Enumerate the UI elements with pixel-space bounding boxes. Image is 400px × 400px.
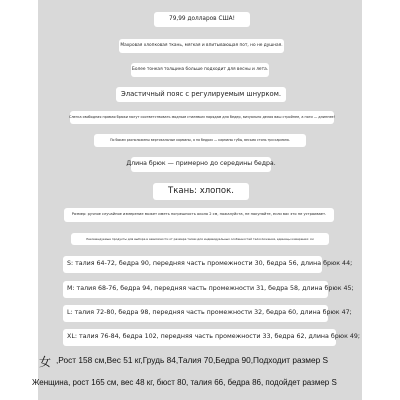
recommend-line: Рекомендуемые продукты для выбора в зависимости от размера талии для индивидуальных особенностей телосложения, единицы измерения: см xyxy=(71,233,329,245)
style-line: Слегка свободная прямая брюки могут соответствовать модным стилевым нарядам для бедер, визуально делая ваш стройнее, а ноги — длиннее! xyxy=(70,111,334,124)
model-1-line: ,Рост 158 см,Вес 51 кг,Грудь 84,Талия 70,Бедра 90,Подходит размер S xyxy=(56,355,329,365)
size-m-line: M: талия 68-76, бедра 94, передняя часть промежности 31, бедра 58, длина брюк 45; xyxy=(63,281,328,298)
female-icon: 女 xyxy=(38,355,51,369)
thickness-line: Более тонкая толщина больше подходит для весны и лета. xyxy=(131,63,269,77)
fabric-type-line: Ткань: хлопок. xyxy=(153,183,249,200)
pockets-line: По бокам расположены вертикальные карманы, а на бедрах — карманы губы, весьма стиль три кармана. xyxy=(94,134,306,147)
length-line: Длина брюк — примерно до середины бедра. xyxy=(131,157,271,172)
fabric-line: Махровая хлопковая ткань, мягкая и впитывающая пот, но не душная. xyxy=(119,39,284,53)
size-xl-line: XL: талия 76-84, бедра 102, передняя часть промежности 33, бедра 62, длина брюк 49; xyxy=(63,329,336,346)
waistband-line: Эластичный пояс с регулируемым шнурком. xyxy=(116,87,286,102)
size-note-line: Размер: ручное случайное измерение может иметь погрешность около 2 см, пожалуйста, не покупайте, если вас это не устраивает. xyxy=(64,208,334,222)
price-line: 79,99 долларов США! xyxy=(154,12,250,27)
size-l-line: L: талия 72-80, бедра 98, передняя часть промежности 32, бедра 60, длина брюк 47; xyxy=(63,305,328,322)
model-2-line: Женщина, рост 165 см, вес 48 кг, бюст 80, талия 66, бедра 86, подойдет размер S xyxy=(32,378,337,387)
size-s-line: S: талия 64-72, бедра 90, передняя часть промежности 30, бедра 56, длина брюк 44; xyxy=(63,256,322,273)
